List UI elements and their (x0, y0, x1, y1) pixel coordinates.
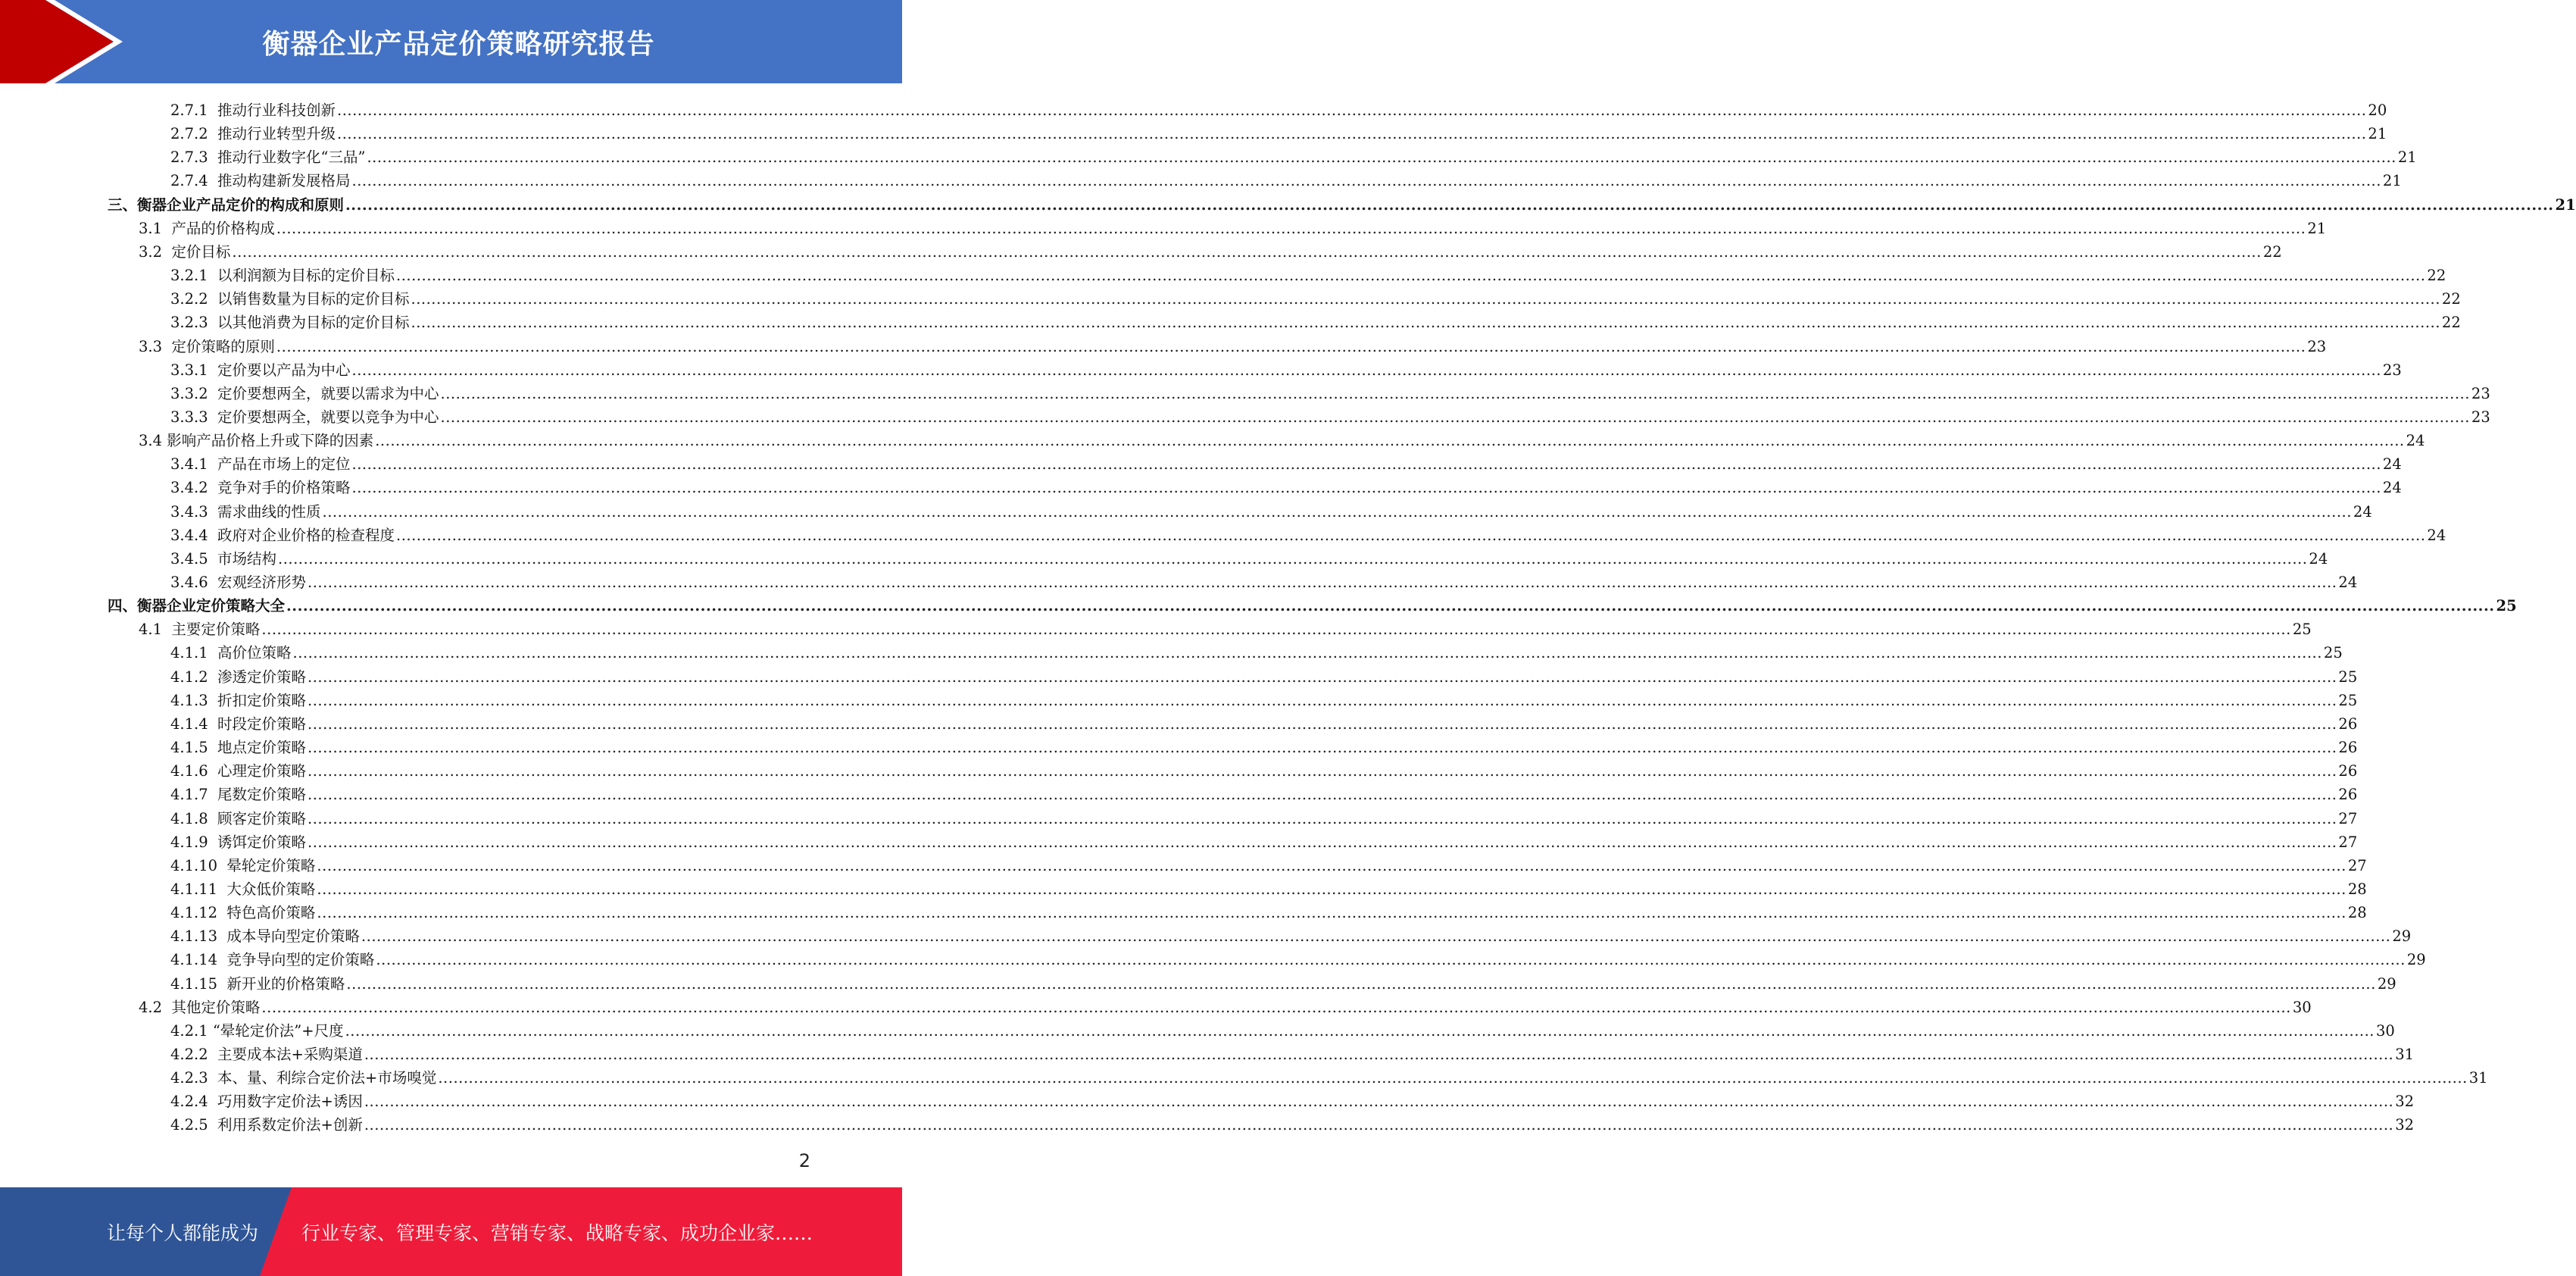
toc-entry-page: 20 (2368, 102, 2387, 119)
toc-leader-dots: ................................................................................................................................................................................................................................................................................................................................................................................................................ (308, 833, 2337, 851)
toc-entry-page: 29 (2392, 927, 2412, 946)
toc-entry-label: 2.7.2 推动行业转型升级 (170, 125, 336, 143)
toc-entry[interactable] (170, 545, 2328, 568)
toc-entry[interactable] (170, 521, 2446, 545)
toc-entry-label: 2.7.1 推动行业科技创新 (170, 102, 336, 119)
toc-entry-page: 27 (2347, 856, 2367, 874)
toc-leader-dots: ................................................................................................................................................................................................................................................................................................................................................................................................................ (367, 149, 2396, 167)
toc-leader-dots: ................................................................................................................................................................................................................................................................................................................................................................................................................ (375, 432, 2405, 450)
toc-entry[interactable] (139, 993, 2312, 1017)
toc-leader-dots: ................................................................................................................................................................................................................................................................................................................................................................................................................ (278, 549, 2308, 568)
toc-entry-label: 3.2 定价目标 (139, 242, 231, 261)
toc-entry-page: 26 (2338, 786, 2358, 804)
toc-entry-page: 25 (2323, 644, 2343, 662)
toc-leader-dots: ................................................................................................................................................................................................................................................................................................................................................................................................................ (364, 1116, 2394, 1134)
toc-entry-page: 21 (2397, 149, 2417, 167)
toc-entry-page: 24 (2309, 549, 2328, 568)
toc-entry-label: 4.1.14 竞争导向型的定价策略 (170, 951, 375, 969)
toc-entry-label: 4.1.10 晕轮定价策略 (170, 856, 316, 874)
toc-entry-label: 3.1 产品的价格构成 (139, 219, 275, 237)
toc-entry[interactable] (170, 568, 2358, 592)
toc-entry-label: 3.3.1 定价要以产品为中心 (170, 361, 351, 379)
toc-leader-dots: ................................................................................................................................................................................................................................................................................................................................................................................................................ (232, 242, 2262, 261)
toc-entry[interactable] (170, 1087, 2415, 1111)
toc-entry-label: 2.7.4 推动构建新发展格局 (170, 172, 351, 190)
toc-leader-dots: ................................................................................................................................................................................................................................................................................................................................................................................................................ (411, 314, 2440, 332)
toc-entry[interactable] (170, 285, 2461, 308)
toc-leader-dots: ................................................................................................................................................................................................................................................................................................................................................................................................................ (351, 172, 2381, 190)
toc-entry-page: 28 (2347, 880, 2367, 898)
toc-entry[interactable] (170, 663, 2358, 686)
toc-entry-label: 4.1.4 时段定价策略 (170, 715, 307, 733)
toc-entry-label: 3.2.2 以销售数量为目标的定价目标 (170, 290, 410, 308)
toc-entry-label: 3.3.2 定价要想两全，就要以需求为中心 (170, 384, 439, 402)
toc-entry-label: 3.4.5 市场结构 (170, 549, 277, 568)
toc-entry-label: 2.7.3 推动行业数字化“三品” (170, 149, 366, 167)
toc-entry[interactable] (139, 333, 2327, 356)
toc-entry-page: 31 (2395, 1046, 2415, 1063)
toc-entry-label: 4.1.9 诱饵定价策略 (170, 833, 307, 851)
toc-leader-dots: ................................................................................................................................................................................................................................................................................................................................................................................................................ (411, 290, 2440, 308)
toc-entry[interactable] (170, 167, 2402, 190)
toc-entry-page: 22 (2427, 267, 2446, 285)
toc-entry-label: 4.1.7 尾数定价策略 (170, 786, 307, 804)
toc-leader-dots: ................................................................................................................................................................................................................................................................................................................................................................................................................ (261, 621, 2291, 639)
toc-entry-page: 22 (2441, 290, 2461, 308)
toc-entry-page: 22 (2262, 242, 2282, 261)
toc-leader-dots: ................................................................................................................................................................................................................................................................................................................................................................................................................ (351, 455, 2381, 474)
toc-entry-label: 4.2.5 利用系数定价法+创新 (170, 1116, 363, 1134)
toc-leader-dots: ................................................................................................................................................................................................................................................................................................................................................................................................................ (292, 644, 2322, 662)
toc-entry-label: 3.4.2 竞争对手的价格策略 (170, 479, 351, 497)
toc-entry[interactable] (139, 427, 2425, 450)
toc-leader-dots: ................................................................................................................................................................................................................................................................................................................................................................................................................ (438, 1069, 2468, 1087)
toc-entry-page: 32 (2395, 1116, 2415, 1134)
toc-entry[interactable] (170, 261, 2446, 285)
toc-entry[interactable] (170, 875, 2367, 899)
header-red-arrow-shape (0, 0, 114, 83)
toc-leader-dots: ................................................................................................................................................................................................................................................................................................................................................................................................................ (308, 786, 2337, 804)
toc-leader-dots: ................................................................................................................................................................................................................................................................................................................................................................................................................ (337, 125, 2367, 143)
toc-entry-page: 30 (2292, 998, 2312, 1016)
toc-leader-dots: ................................................................................................................................................................................................................................................................................................................................................................................................................ (337, 102, 2367, 119)
toc-entry-label: 4.1.3 折扣定价策略 (170, 691, 307, 709)
toc-entry[interactable] (139, 238, 2282, 261)
page-number: 2 (798, 1150, 810, 1171)
toc-entry-page: 24 (2382, 455, 2402, 474)
toc-leader-dots: ................................................................................................................................................................................................................................................................................................................................................................................................................ (361, 927, 2391, 946)
toc-leader-dots: ................................................................................................................................................................................................................................................................................................................................................................................................................ (396, 526, 2426, 544)
toc-leader-dots: ................................................................................................................................................................................................................................................................................................................................................................................................................ (286, 597, 2495, 615)
toc-entry-page: 27 (2338, 809, 2358, 827)
toc-entry[interactable] (108, 592, 2517, 615)
toc-leader-dots: ................................................................................................................................................................................................................................................................................................................................................................................................................ (364, 1046, 2394, 1063)
page-header (0, 0, 902, 83)
toc-entry[interactable] (170, 946, 2426, 969)
toc-leader-dots: ................................................................................................................................................................................................................................................................................................................................................................................................................ (345, 1021, 2375, 1040)
toc-leader-dots: ................................................................................................................................................................................................................................................................................................................................................................................................................ (317, 856, 2347, 874)
toc-entry-label: 3.2.3 以其他消费为目标的定价目标 (170, 314, 410, 332)
report-title: 衡器企业产品定价策略研究报告 (262, 28, 655, 60)
toc-leader-dots: ................................................................................................................................................................................................................................................................................................................................................................................................................ (308, 809, 2337, 827)
toc-entry-page: 21 (2382, 172, 2402, 190)
toc-entry-label: 4.2.3 本、量、利综合定价法+市场嗅觉 (170, 1069, 437, 1087)
toc-leader-dots: ................................................................................................................................................................................................................................................................................................................................................................................................................ (351, 361, 2381, 379)
toc-entry-page: 25 (2292, 621, 2312, 639)
toc-entry[interactable] (170, 805, 2358, 828)
toc-entry-page: 24 (2338, 574, 2358, 591)
toc-entry-label: 3.4.3 需求曲线的性质 (170, 502, 321, 521)
toc-leader-dots: ................................................................................................................................................................................................................................................................................................................................................................................................................ (308, 762, 2337, 780)
toc-entry[interactable] (170, 639, 2343, 662)
toc-entry-page: 21 (2368, 125, 2387, 143)
toc-entry-label: 3.4 影响产品价格上升或下降的因素 (139, 432, 374, 450)
toc-entry-label: 四、衡器企业定价策略大全 (108, 597, 286, 615)
toc-leader-dots: ................................................................................................................................................................................................................................................................................................................................................................................................................ (308, 574, 2337, 591)
toc-entry-page: 26 (2338, 715, 2358, 733)
toc-entry-label: 4.2 其他定价策略 (139, 998, 261, 1016)
toc-entry-page: 24 (2406, 432, 2425, 450)
toc-entry-page: 22 (2441, 314, 2461, 332)
toc-entry[interactable] (170, 852, 2367, 875)
toc-entry[interactable] (139, 615, 2312, 639)
toc-entry[interactable] (170, 403, 2490, 427)
toc-entry-label: 4.1.6 心理定价策略 (170, 762, 307, 780)
toc-entry[interactable] (170, 1040, 2415, 1064)
toc-entry[interactable] (170, 1017, 2395, 1040)
toc-entry-label: 4.2.4 巧用数字定价法+诱因 (170, 1093, 363, 1111)
toc-entry-page: 27 (2338, 833, 2358, 851)
toc-entry-label: 3.2.1 以利润额为目标的定价目标 (170, 267, 395, 285)
toc-leader-dots: ................................................................................................................................................................................................................................................................................................................................................................................................................ (308, 739, 2337, 757)
toc-leader-dots: ................................................................................................................................................................................................................................................................................................................................................................................................................ (308, 691, 2337, 709)
toc-entry-label: 4.1.1 高价位策略 (170, 644, 292, 662)
toc-entry[interactable] (170, 96, 2387, 120)
toc-entry-page: 21 (2555, 195, 2576, 214)
toc-entry-label: 3.3.3 定价要想两全，就要以竞争为中心 (170, 408, 439, 426)
toc-entry[interactable] (170, 450, 2402, 474)
toc-entry-page: 29 (2406, 951, 2426, 969)
toc-entry-label: 三、衡器企业产品定价的构成和原则 (108, 195, 345, 214)
toc-entry-page: 25 (2338, 691, 2358, 709)
toc-entry[interactable] (170, 970, 2396, 993)
toc-entry-page: 24 (2353, 502, 2372, 521)
toc-leader-dots: ................................................................................................................................................................................................................................................................................................................................................................................................................ (345, 195, 2554, 214)
toc-entry-page: 25 (2338, 668, 2358, 686)
toc-entry-label: 3.4.1 产品在市场上的定位 (170, 455, 351, 474)
toc-leader-dots: ................................................................................................................................................................................................................................................................................................................................................................................................................ (351, 479, 2381, 497)
toc-leader-dots: ................................................................................................................................................................................................................................................................................................................................................................................................................ (396, 267, 2426, 285)
toc-entry-page: 23 (2471, 384, 2490, 402)
footer-slogan-left: 让每个人都能成为 (107, 1221, 259, 1244)
toc-entry-label: 4.1.11 大众低价策略 (170, 880, 316, 898)
toc-entry[interactable] (170, 899, 2367, 922)
toc-entry-label: 4.1.15 新开业的价格策略 (170, 974, 345, 993)
toc-leader-dots: ................................................................................................................................................................................................................................................................................................................................................................................................................ (308, 715, 2337, 733)
toc-entry[interactable] (170, 1064, 2488, 1087)
toc-leader-dots: ................................................................................................................................................................................................................................................................................................................................................................................................................ (317, 904, 2347, 922)
toc-entry-page: 23 (2307, 337, 2327, 355)
toc-leader-dots: ................................................................................................................................................................................................................................................................................................................................................................................................................ (317, 880, 2347, 898)
toc-entry[interactable] (170, 710, 2358, 733)
toc-entry[interactable] (170, 686, 2358, 710)
toc-leader-dots: ................................................................................................................................................................................................................................................................................................................................................................................................................ (322, 502, 2352, 521)
toc-leader-dots: ................................................................................................................................................................................................................................................................................................................................................................................................................ (308, 668, 2337, 686)
toc-entry[interactable] (170, 757, 2358, 780)
toc-entry[interactable] (170, 308, 2461, 332)
toc-entry[interactable] (170, 120, 2387, 143)
toc-entry-page: 32 (2395, 1093, 2415, 1111)
toc-leader-dots: ................................................................................................................................................................................................................................................................................................................................................................................................................ (346, 974, 2376, 993)
toc-entry-label: 4.1 主要定价策略 (139, 621, 261, 639)
page-footer (0, 1187, 902, 1276)
toc-entry-page: 26 (2338, 739, 2358, 757)
toc-entry[interactable] (139, 214, 2327, 238)
toc-entry-page: 23 (2382, 361, 2402, 379)
toc-entry-label: 4.1.13 成本导向型定价策略 (170, 927, 360, 946)
toc-leader-dots: ................................................................................................................................................................................................................................................................................................................................................................................................................ (261, 998, 2291, 1016)
toc-entry[interactable] (170, 1111, 2415, 1134)
toc-entry-label: 4.2.2 主要成本法+采购渠道 (170, 1046, 363, 1063)
toc-entry-page: 28 (2347, 904, 2367, 922)
toc-entry-page: 23 (2471, 408, 2490, 426)
toc-leader-dots: ................................................................................................................................................................................................................................................................................................................................................................................................................ (276, 337, 2306, 355)
toc-entry[interactable] (170, 828, 2358, 852)
toc-entry[interactable] (170, 498, 2372, 521)
toc-entry-label: 4.1.12 特色高价策略 (170, 904, 316, 922)
toc-entry-label: 3.4.4 政府对企业价格的检查程度 (170, 526, 395, 544)
toc-entry-page: 25 (2496, 597, 2517, 615)
toc-entry[interactable] (170, 922, 2412, 946)
toc-entry-page: 21 (2307, 219, 2327, 237)
toc-entry[interactable] (170, 474, 2402, 497)
toc-leader-dots: ................................................................................................................................................................................................................................................................................................................................................................................................................ (376, 951, 2406, 969)
toc-entry-label: 3.4.6 宏观经济形势 (170, 574, 307, 591)
toc-entry-label: 4.1.5 地点定价策略 (170, 739, 307, 757)
toc-entry-page: 24 (2427, 526, 2446, 544)
footer-slogan-right: 行业专家、管理专家、营销专家、战略专家、成功企业家…… (301, 1221, 813, 1244)
toc-entry-page: 29 (2377, 974, 2396, 993)
toc-entry-label: 4.1.2 渗透定价策略 (170, 668, 307, 686)
toc-entry[interactable] (108, 191, 2576, 214)
toc-entry[interactable] (170, 356, 2402, 380)
toc-leader-dots: ................................................................................................................................................................................................................................................................................................................................................................................................................ (440, 384, 2470, 402)
toc-entry-page: 30 (2376, 1021, 2395, 1040)
toc-entry-page: 31 (2468, 1069, 2488, 1087)
toc-entry-label: 4.1.8 顾客定价策略 (170, 809, 307, 827)
toc-entry-page: 26 (2338, 762, 2358, 780)
toc-leader-dots: ................................................................................................................................................................................................................................................................................................................................................................................................................ (364, 1093, 2394, 1111)
toc-entry[interactable] (170, 143, 2417, 167)
toc-leader-dots: ................................................................................................................................................................................................................................................................................................................................................................................................................ (440, 408, 2470, 426)
toc-entry-page: 24 (2382, 479, 2402, 497)
toc-leader-dots: ................................................................................................................................................................................................................................................................................................................................................................................................................ (276, 219, 2306, 237)
toc-entry-label: 4.2.1 “晕轮定价法”+尺度 (170, 1021, 344, 1040)
toc-entry[interactable] (170, 380, 2490, 403)
toc-entry[interactable] (170, 733, 2358, 757)
toc-entry[interactable] (170, 780, 2358, 804)
toc-entry-label: 3.3 定价策略的原则 (139, 337, 275, 355)
